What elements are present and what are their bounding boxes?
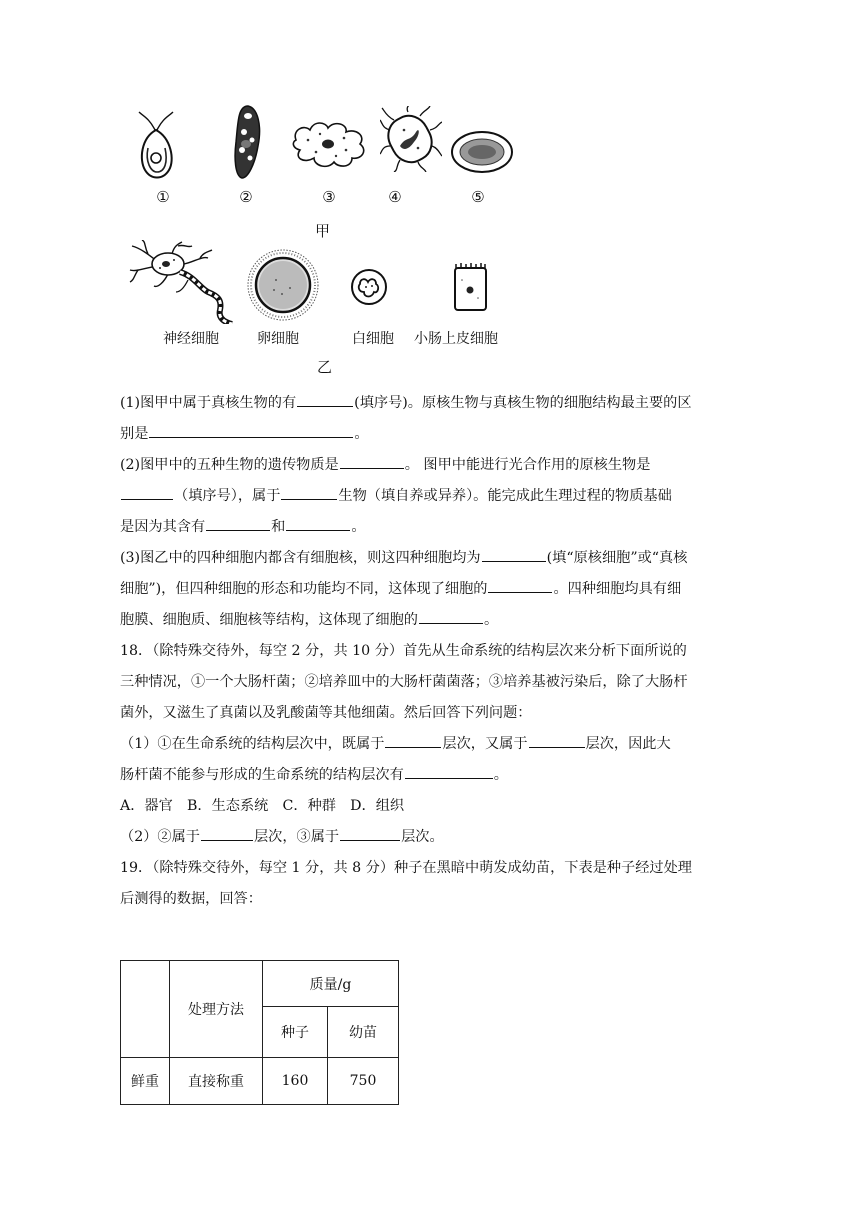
q3-line-2: 细胞”)，但四种细胞的形态和功能均不同，这体现了细胞的 。四种细胞均具有细 — [120, 574, 732, 605]
seed-data-table — [120, 960, 399, 1105]
amoeba-image — [290, 118, 370, 170]
q18-intro-1: 18．（除特殊交待外，每空 2 分，共 10 分）首先从生命系统的结构层次来分析下面所说的 — [120, 643, 687, 659]
q2-line-3: 是因为其含有 和 。 — [120, 512, 732, 543]
egg-cell-image — [246, 248, 320, 322]
intestinal-cell-label: 小肠上皮细胞 — [414, 331, 498, 347]
table-seedling-header: 幼苗 — [328, 1007, 399, 1058]
q18-part2: （2）②属于 层次，③属于 层次。 — [120, 822, 732, 853]
figure-yi-caption: 乙 — [317, 358, 333, 376]
table-method-header: 处理方法 — [170, 961, 263, 1058]
organism-label-3: ③ — [322, 188, 336, 206]
q18-blank-2[interactable] — [529, 731, 585, 748]
q3-line-3: 胞膜、细胞质、细胞核等结构，这体现了细胞的 。 — [120, 605, 732, 636]
organism-label-2: ② — [239, 188, 253, 206]
white-blood-cell-label: 白细胞 — [352, 331, 394, 347]
q18-options: A．器官 B．生态系统 C．种群 D．组织 — [120, 798, 405, 814]
q18-blank-4[interactable] — [201, 824, 253, 841]
q18-blank-5[interactable] — [340, 824, 400, 841]
q2-blank-4[interactable] — [206, 514, 270, 531]
q18-intro-3: 菌外，又滋生了真菌以及乳酸菌等其他细菌。然后回答下列问题： — [120, 705, 532, 721]
q19-intro-1: 19．（除特殊交待外，每空 1 分，共 8 分）种子在黑暗中萌发成幼苗，下表是种子经过处理 — [120, 860, 692, 876]
organism-label-1: ① — [156, 188, 170, 206]
neuron-image — [128, 240, 238, 324]
q2-blank-1[interactable] — [340, 452, 404, 469]
q2-line-1: (2)图甲中的五种生物的遗传物质是 。 图甲中能进行光合作用的原核生物是 — [120, 450, 732, 481]
table-row-seedling-value: 750 — [328, 1058, 399, 1105]
q2-blank-2[interactable] — [121, 483, 173, 500]
organism-label-4: ④ — [388, 188, 402, 206]
red-blood-cell-image — [450, 130, 514, 174]
q1-line-2: 别是 。 — [120, 419, 732, 450]
table-corner-cell — [121, 961, 170, 1058]
intestinal-epithelial-cell-image — [452, 262, 488, 312]
q18-part1-line-2: 肠杆菌不能参与形成的生命系统的结构层次有 。 — [120, 760, 732, 791]
organism-label-5: ⑤ — [471, 188, 485, 206]
question-text — [120, 388, 732, 915]
figure-yi — [0, 240, 860, 380]
q2-line-2: （填序号），属于 生物（填自养或异养）。能完成此生理过程的物质基础 — [120, 481, 732, 512]
table-row-seed-value: 160 — [263, 1058, 328, 1105]
white-blood-cell-image — [350, 268, 388, 306]
bacterium-image — [380, 106, 442, 172]
q3-blank-2[interactable] — [488, 576, 552, 593]
q18-intro-2: 三种情况，①一个大肠杆菌；②培养皿中的大肠杆菌菌落；③培养基被污染后，除了大肠杆 — [120, 674, 688, 690]
table-row — [121, 1058, 399, 1105]
q3-line-1: (3)图乙中的四种细胞内都含有细胞核，则这四种细胞均为 (填“原核细胞”或“真核 — [120, 543, 732, 574]
neuron-label: 神经细胞 — [163, 331, 219, 347]
chlamydomonas-image — [135, 108, 177, 182]
q2-blank-5[interactable] — [286, 514, 350, 531]
q1-blank-2[interactable] — [149, 421, 353, 438]
q18-blank-1[interactable] — [385, 731, 441, 748]
table-seed-header: 种子 — [263, 1007, 328, 1058]
q3-blank-1[interactable] — [482, 545, 546, 562]
q18-part1-line-1: （1）①在生命系统的结构层次中，既属于 层次，又属于 层次，因此大 — [120, 729, 732, 760]
q1-blank-1[interactable] — [297, 390, 353, 407]
q1-line-1: (1)图甲中属于真核生物的有 (填序号)。原核生物与真核生物的细胞结构最主要的区 — [120, 388, 732, 419]
table-row-label: 鲜重 — [121, 1058, 170, 1105]
q19-intro-2: 后测得的数据，回答： — [120, 891, 262, 907]
table-row-method: 直接称重 — [170, 1058, 263, 1105]
table-mass-header: 质量/g — [263, 961, 399, 1007]
q3-blank-3[interactable] — [419, 607, 483, 624]
q2-blank-3[interactable] — [281, 483, 337, 500]
q18-blank-3[interactable] — [405, 762, 493, 779]
figure-jia-caption: 甲 — [315, 222, 331, 240]
egg-cell-label: 卵细胞 — [257, 331, 299, 347]
figure-jia — [0, 100, 860, 240]
euglena-image — [228, 102, 266, 182]
